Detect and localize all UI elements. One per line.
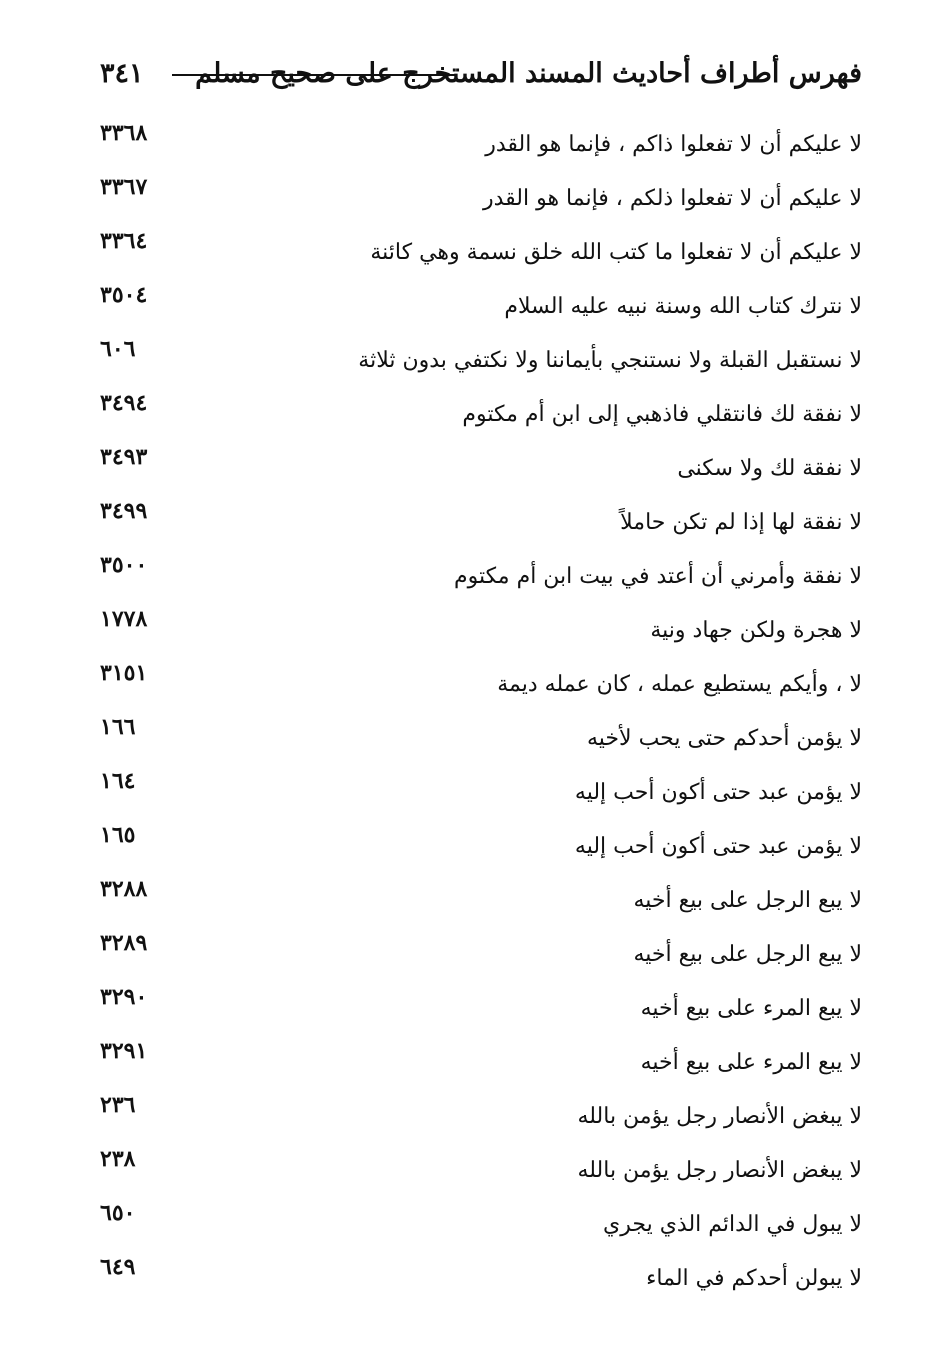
hadith-number: ١٧٧٨: [100, 606, 148, 632]
hadith-incipit: لا يبولن أحدكم في الماء: [646, 1266, 862, 1291]
index-entry: [100, 1254, 862, 1308]
index-entry: [100, 228, 862, 282]
hadith-incipit: لا يبع المرء على بيع أخيه: [640, 1050, 862, 1075]
hadith-number: ٣٥٠٤: [100, 282, 148, 308]
hadith-incipit: لا نفقة لك ولا سكنى: [677, 456, 862, 481]
hadith-number: ٣٥٠٠: [100, 552, 148, 578]
hadith-incipit: لا عليكم أن لا تفعلوا ذلكم ، فإنما هو القدر: [482, 186, 862, 211]
hadith-incipit: لا نفقة وأمرني أن أعتد في بيت ابن أم مكتوم: [454, 564, 862, 589]
index-entry: [100, 822, 862, 876]
index-entry: [100, 1092, 862, 1146]
page-number: ٣٤١: [100, 58, 144, 89]
hadith-incipit: لا نفقة لك فانتقلي فاذهبي إلى ابن أم مكتوم: [462, 402, 862, 427]
index-entry: [100, 336, 862, 390]
hadith-incipit: لا يبع الرجل على بيع أخيه: [633, 888, 862, 913]
index-entry: [100, 444, 862, 498]
hadith-number: ٢٣٨: [100, 1146, 136, 1172]
index-entry: [100, 606, 862, 660]
hadith-number: ٦٤٩: [100, 1254, 136, 1280]
hadith-incipit: لا ، وأيكم يستطيع عمله ، كان عمله ديمة: [497, 672, 862, 697]
index-entry: [100, 930, 862, 984]
hadith-incipit: لا نستقبل القبلة ولا نستنجي بأيماننا ولا نكتفي بدون ثلاثة: [358, 348, 862, 373]
hadith-number: ٣١٥١: [100, 660, 148, 686]
hadith-number: ١٦٥: [100, 822, 136, 848]
index-entry: [100, 498, 862, 552]
hadith-number: ١٦٦: [100, 714, 136, 740]
hadith-number: ٣٤٩٤: [100, 390, 148, 416]
hadith-incipit: لا يبغض الأنصار رجل يؤمن بالله: [577, 1104, 862, 1129]
hadith-incipit: لا عليكم أن لا تفعلوا ما كتب الله خلق نسمة وهي كائنة: [370, 240, 862, 265]
hadith-incipit: لا عليكم أن لا تفعلوا ذاكم ، فإنما هو القدر: [485, 132, 862, 157]
index-list: [100, 120, 862, 1308]
index-entry: [100, 876, 862, 930]
hadith-number: ٣٤٩٣: [100, 444, 148, 470]
hadith-number: ٣٤٩٩: [100, 498, 148, 524]
index-entry: [100, 390, 862, 444]
hadith-number: ٣٣٦٧: [100, 174, 148, 200]
index-entry: [100, 768, 862, 822]
hadith-number: ٣٣٦٨: [100, 120, 148, 146]
index-entry: [100, 552, 862, 606]
hadith-number: ٦٥٠: [100, 1200, 136, 1226]
hadith-incipit: لا هجرة ولكن جهاد ونية: [650, 618, 862, 643]
hadith-number: ٦٠٦: [100, 336, 136, 362]
hadith-number: ٣٣٦٤: [100, 228, 148, 254]
hadith-number: ١٦٤: [100, 768, 136, 794]
hadith-incipit: لا نترك كتاب الله وسنة نبيه عليه السلام: [504, 294, 862, 319]
index-entry: [100, 660, 862, 714]
index-entry: [100, 714, 862, 768]
hadith-number: ٣٢٩١: [100, 1038, 148, 1064]
hadith-number: ٣٢٩٠: [100, 984, 148, 1010]
index-entry: [100, 1146, 862, 1200]
index-entry: [100, 120, 862, 174]
hadith-incipit: لا يبع الرجل على بيع أخيه: [633, 942, 862, 967]
hadith-incipit: لا يؤمن أحدكم حتى يحب لأخيه: [587, 726, 862, 751]
hadith-incipit: لا يؤمن عبد حتى أكون أحب إليه: [574, 834, 862, 859]
hadith-incipit: لا يبول في الدائم الذي يجري: [603, 1212, 862, 1237]
hadith-incipit: لا يبع المرء على بيع أخيه: [640, 996, 862, 1021]
index-entry: [100, 282, 862, 336]
hadith-number: ٣٢٨٨: [100, 876, 148, 902]
hadith-number: ٢٣٦: [100, 1092, 136, 1118]
index-entry: [100, 1038, 862, 1092]
index-entry: [100, 174, 862, 228]
hadith-incipit: لا يؤمن عبد حتى أكون أحب إليه: [574, 780, 862, 805]
hadith-incipit: لا يبغض الأنصار رجل يؤمن بالله: [577, 1158, 862, 1183]
page-header: [100, 52, 862, 96]
index-entry: [100, 984, 862, 1038]
running-title: فهرس أطراف أحاديث المسند المستخرج على صحيح مسلم: [195, 58, 862, 89]
hadith-number: ٣٢٨٩: [100, 930, 148, 956]
index-entry: [100, 1200, 862, 1254]
hadith-incipit: لا نفقة لها إذا لم تكن حاملاً: [620, 510, 862, 535]
